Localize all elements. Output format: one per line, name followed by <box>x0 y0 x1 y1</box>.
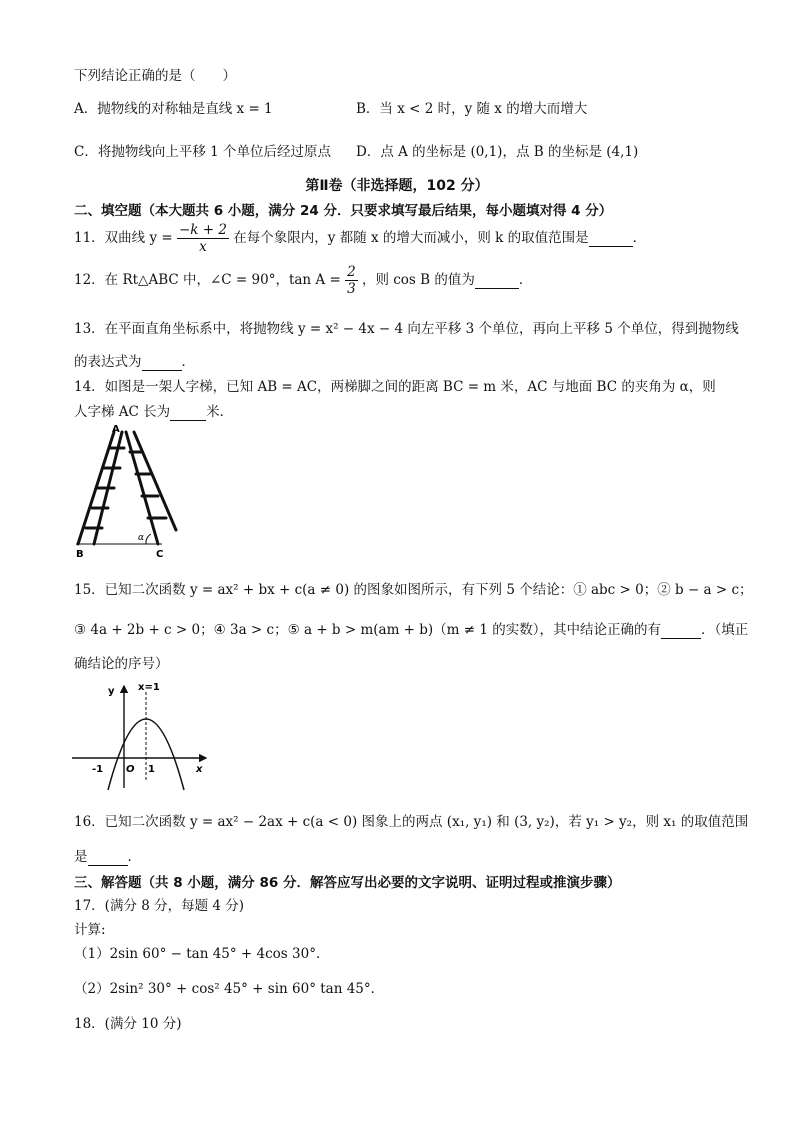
q13-line1: 13．在平面直角坐标系中，将抛物线 y = x² − 4x − 4 向左平移 3 个单位，再向上平移 5 个单位，得到抛物线 <box>74 321 739 337</box>
q14-end: 米． <box>206 404 234 420</box>
fig-label-b: B <box>76 549 84 560</box>
q17-part2: （2）2sin² 30° + cos² 45° + sin 60° tan 45°． <box>74 981 385 997</box>
q11-suffix: 在每个象限内，y 都随 x 的增大而减小，则 k 的取值范围是 <box>233 230 589 246</box>
q16-line2 <box>74 845 141 866</box>
q14-line2-text: 人字梯 AC 长为 <box>74 404 171 420</box>
q14-line1: 14．如图是一架人字梯，已知 AB = AC，两梯脚之间的距离 BC = m 米，AC 与地面 BC 的夹角为 α，则 <box>74 379 716 395</box>
fig-label-one: 1 <box>148 764 155 775</box>
q16-answer-blank[interactable] <box>88 849 128 866</box>
q11-prefix: 11．双曲线 y = <box>74 230 173 246</box>
q15-line3: 确结论的序号） <box>74 656 169 672</box>
q18-head: 18．(满分 10 分) <box>74 1016 182 1032</box>
section3-heading: 三、解答题（共 8 小题，满分 86 分．解答应写出必要的文字说明、证明过程或推演步骤） <box>74 875 621 891</box>
part2-title: 第Ⅱ卷（非选择题，102 分） <box>305 178 489 194</box>
q12-end: ． <box>518 272 533 288</box>
q12-answer-blank[interactable] <box>475 272 519 289</box>
option-a: A．抛物线的对称轴是直线 x = 1 <box>74 101 273 117</box>
q12-suffix: ，则 cos B 的值为 <box>361 272 475 288</box>
option-d: D．点 A 的坐标是 (0,1)，点 B 的坐标是 (4,1) <box>356 144 639 160</box>
q16-line2-text: 是 <box>74 849 88 865</box>
q12-prefix: 12．在 Rt△ABC 中，∠C = 90°，tan A = <box>74 272 341 288</box>
fig-label-alpha: α <box>138 533 145 543</box>
section2-heading: 二、填空题（本大题共 6 小题，满分 24 分．只要求填写最后结果，每小题填对得 4 分） <box>74 203 613 219</box>
q16-line1: 16．已知二次函数 y = ax² − 2ax + c(a < 0) 图象上的两点 (x₁, y₁) 和 (3, y₂)，若 y₁ > y₂，则 x₁ 的取值范围 <box>74 814 749 830</box>
q15-line2-end: ．（填正 <box>701 622 749 638</box>
q13-answer-blank[interactable] <box>142 354 182 371</box>
fig-label-axis: x=1 <box>138 682 160 693</box>
fig-label-y: y <box>108 686 115 697</box>
q15-answer-blank[interactable] <box>661 622 701 639</box>
angle-alpha-arc <box>146 534 151 544</box>
q12-denominator: 3 <box>347 281 356 297</box>
q11-answer-blank[interactable] <box>589 230 633 247</box>
q17-calc: 计算: <box>74 922 106 938</box>
q11-end: ． <box>632 230 647 246</box>
q16-end: ． <box>127 849 141 865</box>
parabola-figure <box>68 678 218 798</box>
q15-line2 <box>74 618 748 639</box>
q13-end: ． <box>181 354 195 370</box>
ladder-figure <box>72 420 192 560</box>
q13-line2-text: 的表达式为 <box>74 354 142 370</box>
q15-line2-text: ③ 4a + 2b + c > 0；④ 3a > c；⑤ a + b > m(am + b)（m ≠ 1 的实数），其中结论正确的有 <box>74 622 661 638</box>
fig-label-origin: O <box>126 764 135 775</box>
fig-label-a: A <box>112 424 120 435</box>
q11-numerator: −k + 2 <box>179 222 227 238</box>
q11-denominator: x <box>199 239 207 255</box>
q11-fraction <box>177 222 229 255</box>
fig-label-c: C <box>156 549 164 560</box>
q15-line1: 15．已知二次函数 y = ax² + bx + c(a ≠ 0) 的图象如图所示，有下列 5 个结论：① abc > 0；② b − a > c； <box>74 582 753 598</box>
fig-label-x: x <box>196 764 203 775</box>
question-intro: 下列结论正确的是（ ） <box>74 68 236 84</box>
option-c: C．将抛物线向上平移 1 个单位后经过原点 <box>74 144 332 160</box>
option-b: B．当 x < 2 时，y 随 x 的增大而增大 <box>356 101 588 117</box>
q12 <box>74 264 532 297</box>
q17-head: 17．(满分 8 分，每题 4 分) <box>74 898 245 914</box>
q14-line2 <box>74 400 233 421</box>
q11 <box>74 222 646 255</box>
q12-numerator: 2 <box>347 264 356 280</box>
q17-part1: （1）2sin 60° − tan 45° + 4cos 30°． <box>74 946 330 962</box>
fig-label-neg1: -1 <box>92 764 104 775</box>
q13-line2 <box>74 350 195 371</box>
q12-fraction <box>345 264 358 297</box>
q14-answer-blank[interactable] <box>170 404 206 421</box>
